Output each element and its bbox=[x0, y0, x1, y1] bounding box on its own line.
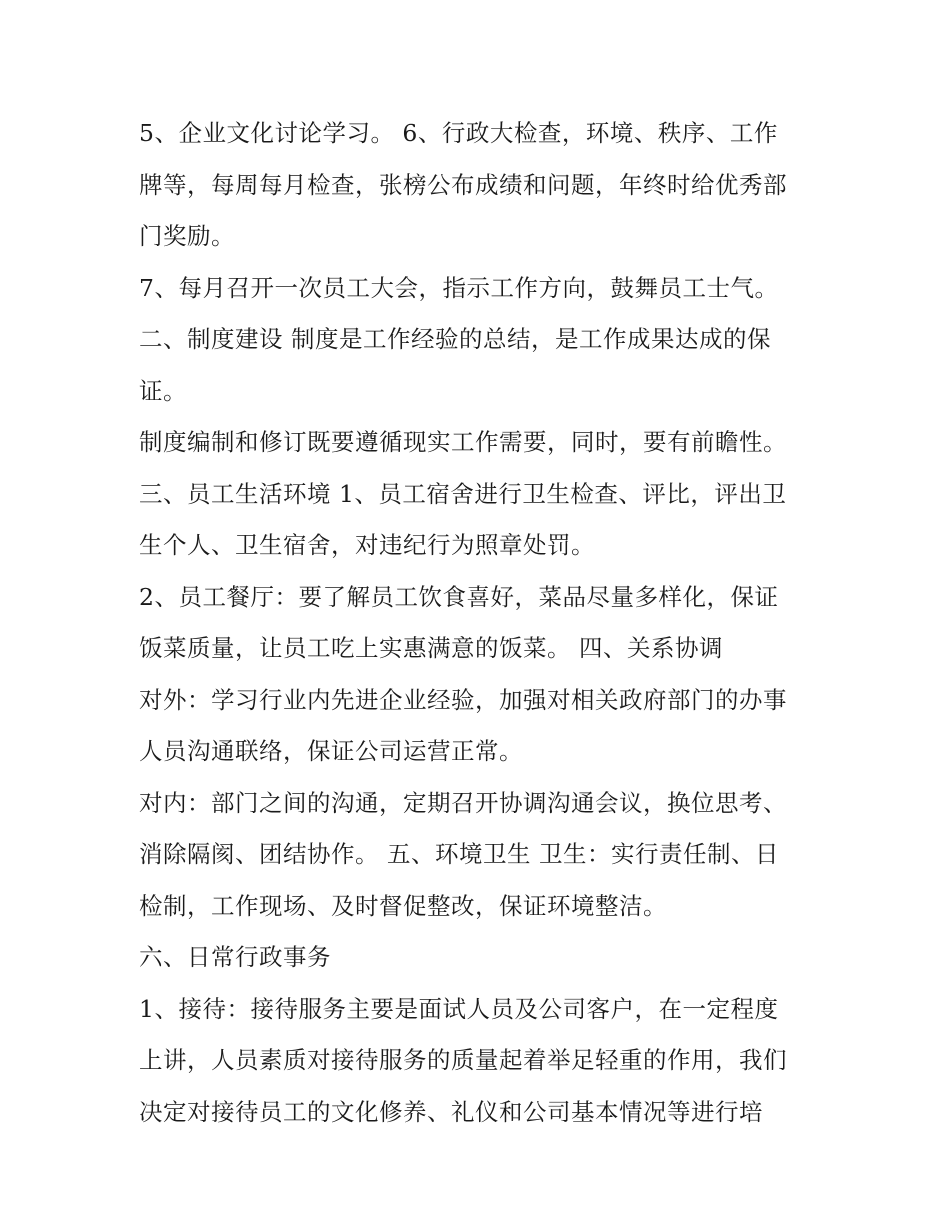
text-line: 对外：学习行业内先进企业经验，加强对相关政府部门的办事 bbox=[139, 685, 787, 714]
text-line: 饭菜质量，让员工吃上实惠满意的饭菜。 四、关系协调 bbox=[139, 634, 723, 662]
text-line: 检制，工作现场、及时督促整改，保证环境整洁。 bbox=[139, 891, 667, 920]
text-line: 二、制度建设 制度是工作经验的总结，是工作成果达成的保 bbox=[139, 325, 771, 353]
text-line: 2、员工餐厅：要了解员工饮食喜好，菜品尽量多样化，保证 bbox=[139, 582, 779, 611]
text-line: 牌等，每周每月检查，张榜公布成绩和问题，年终时给优秀部 bbox=[139, 170, 787, 199]
text-line: 制度编制和修订既要遵循现实工作需要，同时，要有前瞻性。 bbox=[139, 428, 787, 456]
text-line: 决定对接待员工的文化修养、礼仪和公司基本情况等进行培 bbox=[139, 1097, 763, 1126]
text-line: 消除隔阂、团结协作。 五、环境卫生 卫生：实行责任制、日 bbox=[139, 840, 779, 868]
text-line: 7、每月召开一次员工大会，指示工作方向，鼓舞员工士气。 bbox=[139, 273, 779, 302]
document-body bbox=[139, 108, 829, 1138]
text-line: 门奖励。 bbox=[139, 222, 235, 250]
text-line: 1、接待：接待服务主要是面试人员及公司客户，在一定程度 bbox=[139, 994, 779, 1023]
text-line: 对内：部门之间的沟通，定期召开协调沟通会议，换位思考、 bbox=[139, 788, 787, 817]
text-line: 5、企业文化讨论学习。 6、行政大检查，环境、秩序、工作 bbox=[139, 119, 778, 147]
text-line: 证。 bbox=[139, 376, 187, 405]
text-line: 生个人、卫生宿舍，对违纪行为照章处罚。 bbox=[139, 531, 595, 559]
text-line: 三、员工生活环境 1、员工宿舍进行卫生检查、评比，评出卫 bbox=[139, 479, 787, 508]
text-line: 六、日常行政事务 bbox=[139, 943, 331, 971]
text-line: 上讲，人员素质对接待服务的质量起着举足轻重的作用，我们 bbox=[139, 1046, 787, 1074]
text-line: 人员沟通联络，保证公司运营正常。 bbox=[139, 737, 523, 765]
